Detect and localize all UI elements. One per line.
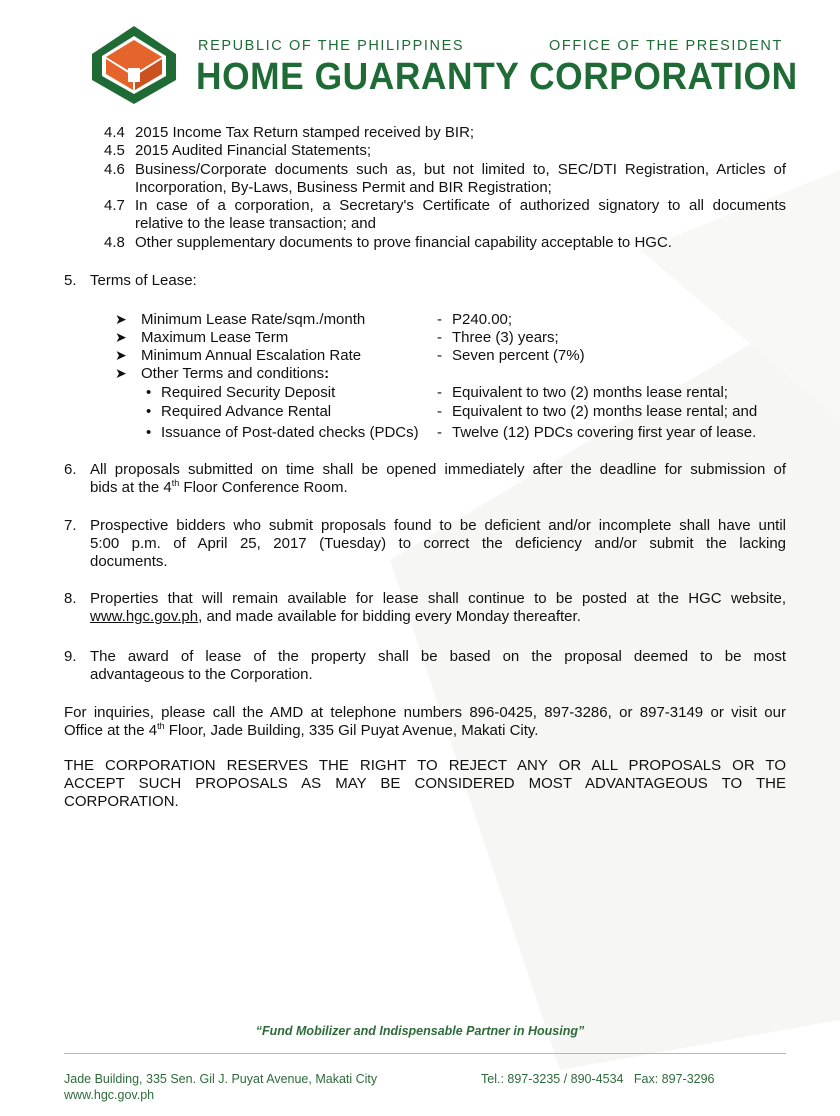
term-dash: -: [437, 311, 442, 328]
footer-address: Jade Building, 335 Sen. Gil J. Puyat Avenue, Makati City: [64, 1072, 378, 1086]
term-dash: -: [437, 329, 442, 346]
req-number: 4.8: [104, 234, 125, 251]
corporation-title: HOME GUARANTY CORPORATION: [196, 56, 798, 98]
footer-tel-fax: Tel.: 897-3235 / 890-4534 Fax: 897-3296: [481, 1072, 715, 1086]
inquiries-text-pre: Office at the 4: [64, 722, 158, 739]
arrow-bullet-icon: ➤: [115, 347, 127, 363]
item9-text: advantageous to the Corporation.: [90, 666, 313, 683]
term-dash: -: [437, 347, 442, 364]
republic-label: REPUBLIC OF THE PHILIPPINES: [198, 38, 465, 54]
item6-text: [90, 479, 348, 497]
sub-term-label: Required Security Deposit: [161, 384, 336, 401]
term-value: Three (3) years;: [452, 329, 559, 346]
term-dash: -: [437, 403, 442, 420]
section-number: 8.: [64, 590, 77, 607]
dot-bullet-icon: •: [146, 403, 152, 420]
term-dash: -: [437, 384, 442, 401]
arrow-bullet-icon: ➤: [115, 365, 127, 381]
req-text: Incorporation, By-Laws, Business Permit and BIR Registration;: [135, 179, 552, 196]
req-text: 2015 Audited Financial Statements;: [135, 142, 371, 159]
ordinal-suffix: th: [157, 721, 165, 731]
item7-text: Prospective bidders who submit proposals found to be deficient and/or incomplete shall have until: [90, 517, 786, 534]
term-dash: -: [437, 424, 442, 441]
item9-text: The award of lease of the property shall be based on the proposal deemed to be most: [90, 648, 786, 665]
req-number: 4.7: [104, 197, 125, 214]
section-number: 5.: [64, 272, 77, 289]
inquiries-text-post: Floor, Jade Building, 335 Gil Puyat Avenue, Makati City.: [164, 722, 539, 739]
item6-text-post: Floor Conference Room.: [179, 479, 348, 496]
req-text: Business/Corporate documents such as, but not limited to, SEC/DTI Registration, Articles of: [135, 161, 786, 178]
req-text: In case of a corporation, a Secretary's Certificate of authorized signatory to all documents: [135, 197, 786, 214]
term-label: Minimum Lease Rate/sqm./month: [141, 311, 366, 328]
item7-text: 5:00 p.m. of April 25, 2017 (Tuesday) to correct the deficiency and/or submit the lacking: [90, 535, 786, 552]
inquiries-text: For inquiries, please call the AMD at telephone numbers 896-0425, 897-3286, or 897-3149 or visit our: [64, 704, 786, 721]
footer-motto: “Fund Mobilizer and Indispensable Partner in Housing”: [255, 1024, 585, 1038]
office-label: OFFICE OF THE PRESIDENT: [549, 38, 783, 54]
term-label-text: Other Terms and conditions: [141, 365, 325, 382]
hgc-website-link[interactable]: www.hgc.gov.ph: [90, 608, 199, 625]
sub-term-value: Twelve (12) PDCs covering first year of lease.: [452, 424, 757, 441]
section-number: 9.: [64, 648, 77, 665]
sub-term-value: Equivalent to two (2) months lease rental; and: [452, 403, 758, 420]
item6-text: All proposals submitted on time shall be opened immediately after the deadline for submission of: [90, 461, 786, 478]
section-number: 6.: [64, 461, 77, 478]
req-number: 4.5: [104, 142, 125, 159]
item8-text-post: , and made available for bidding every Monday thereafter.: [198, 608, 581, 625]
footer-divider: [64, 1053, 786, 1054]
term-label: [141, 365, 329, 383]
req-text: Other supplementary documents to prove financial capability acceptable to HGC.: [135, 234, 672, 251]
inquiries-text: [64, 722, 538, 740]
term-value: Seven percent (7%): [452, 347, 585, 364]
sub-term-value: Equivalent to two (2) months lease rental;: [452, 384, 728, 401]
dot-bullet-icon: •: [146, 424, 152, 441]
hgc-house-logo-icon: [90, 24, 178, 106]
terms-heading: Terms of Lease:: [90, 272, 197, 289]
reservation-text: ACCEPT SUCH PROPOSALS AS MAY BE CONSIDERED MOST ADVANTAGEOUS TO THE: [64, 775, 786, 792]
reservation-text: CORPORATION.: [64, 793, 179, 810]
sub-term-label: Issuance of Post-dated checks (PDCs): [161, 424, 419, 441]
arrow-bullet-icon: ➤: [115, 311, 127, 327]
req-text: 2015 Income Tax Return stamped received by BIR;: [135, 124, 475, 141]
section-number: 7.: [64, 517, 77, 534]
item6-text-pre: bids at the 4: [90, 479, 172, 496]
item7-text: documents.: [90, 553, 168, 570]
term-label: Maximum Lease Term: [141, 329, 289, 346]
term-label: Minimum Annual Escalation Rate: [141, 347, 362, 364]
req-number: 4.4: [104, 124, 125, 141]
sub-term-label: Required Advance Rental: [161, 403, 332, 420]
arrow-bullet-icon: ➤: [115, 329, 127, 345]
item8-text: Properties that will remain available for lease shall continue to be posted at the HGC website,: [90, 590, 786, 607]
term-value: P240.00;: [452, 311, 513, 328]
dot-bullet-icon: •: [146, 384, 152, 401]
item8-text: [90, 608, 581, 626]
reservation-text: THE CORPORATION RESERVES THE RIGHT TO REJECT ANY OR ALL PROPOSALS OR TO: [64, 757, 786, 774]
ordinal-suffix: th: [171, 478, 180, 488]
footer-website[interactable]: www.hgc.gov.ph: [64, 1088, 155, 1102]
term-label-colon: :: [324, 365, 330, 382]
req-number: 4.6: [104, 161, 125, 178]
req-text: relative to the lease transaction; and: [135, 215, 376, 232]
